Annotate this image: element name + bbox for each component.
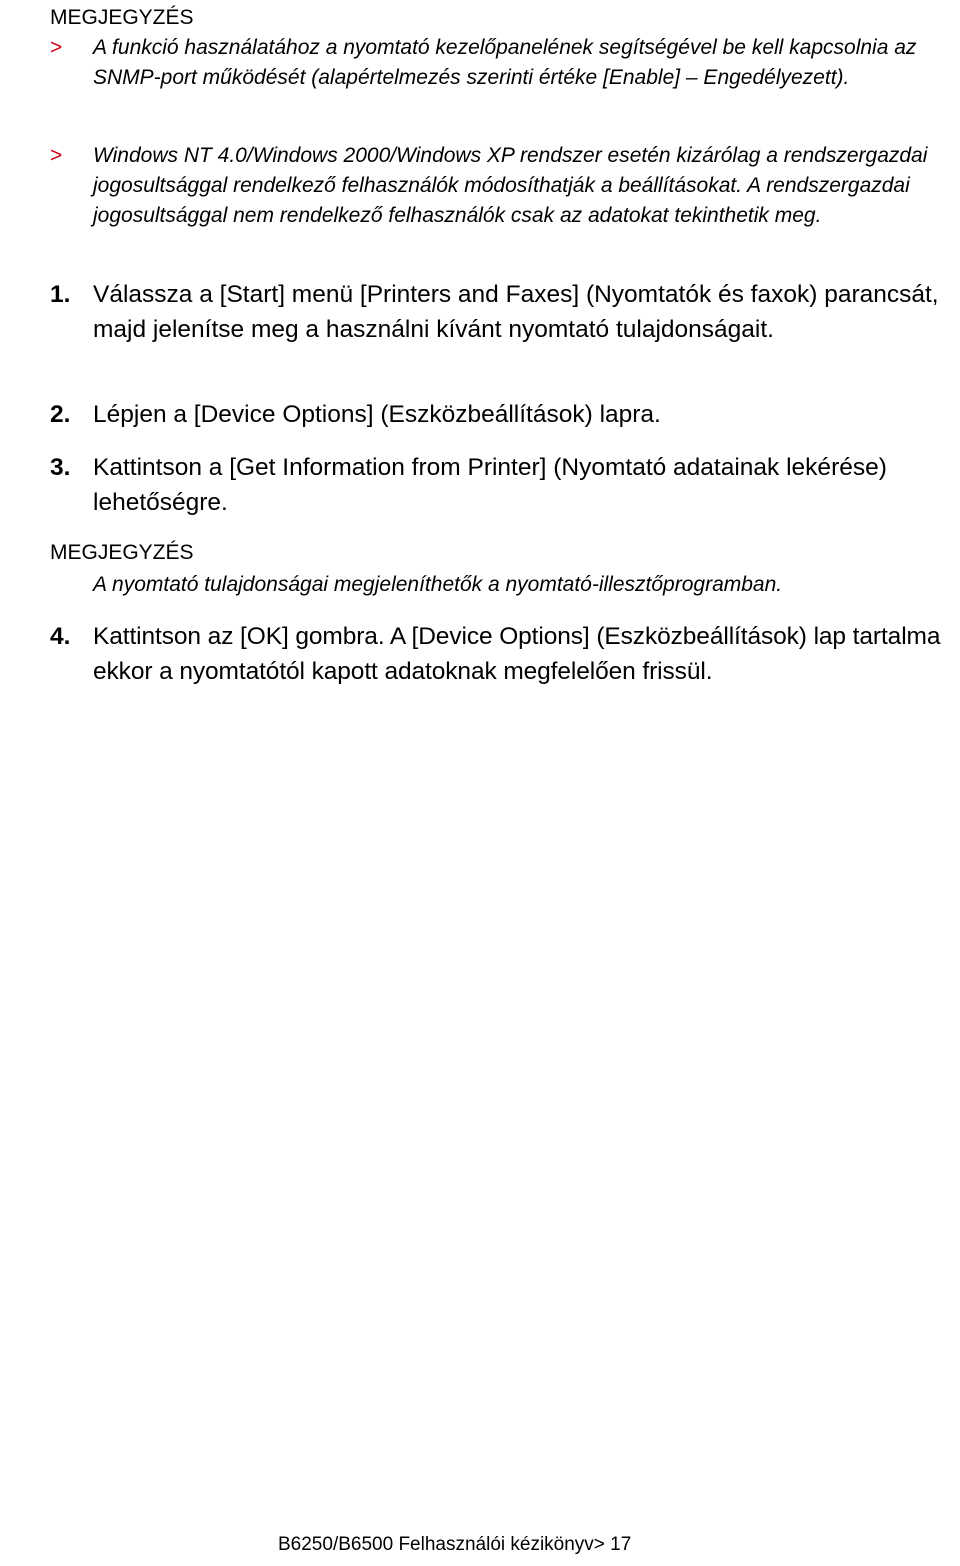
note-item-text: Windows NT 4.0/Windows 2000/Windows XP rendszer esetén kizárólag a rendszergazdai jogosultsággal rendelkező felhasználók módosíthatják a beállításokat. A rendszergazdai jogosultsággal nem rendelkező felhasználók csak az adatokat tekinthetik meg. [93,144,928,227]
step-number: 1. [50,281,71,308]
note-label: MEGJEGYZÉS [50,6,194,29]
step-text: Kattintson az [OK] gombra. A [Device Options] (Eszközbeállítások) lap tartalma ekkor a nyomtatótól kapott adatoknak megfelelően frissül. [93,623,941,685]
note-text: A nyomtató tulajdonságai megjeleníthetők a nyomtató-illesztőprogramban. [93,573,783,596]
note-item [50,141,930,231]
chevron-right-icon: > [50,144,63,167]
step-item [50,450,950,520]
step-number: 2. [50,401,71,428]
note-item-text: A funkció használatához a nyomtató kezelőpanelének segítségével be kell kapcsolnia az SNMP-port működését (alapértelmezés szerinti értéke [Enable] – Engedélyezett). [93,36,917,89]
step-text: Válassza a [Start] menü [Printers and Faxes] (Nyomtatók és faxok) parancsát, majd jelenítse meg a használni kívánt nyomtató tulajdonságait. [93,281,939,343]
step-item [50,619,960,689]
note-item [50,33,930,93]
step-text: Kattintson a [Get Information from Printer] (Nyomtató adatainak lekérése) lehetőségre. [93,454,887,516]
chevron-right-icon: > [50,36,63,59]
step-item [50,277,950,347]
step-number: 3. [50,454,71,481]
step-text: Lépjen a [Device Options] (Eszközbeállítások) lapra. [93,401,661,428]
note-label: MEGJEGYZÉS [50,541,194,564]
page-footer: B6250/B6500 Felhasználói kézikönyv> 17 [278,1534,632,1555]
step-number: 4. [50,623,71,650]
step-item [50,397,950,432]
